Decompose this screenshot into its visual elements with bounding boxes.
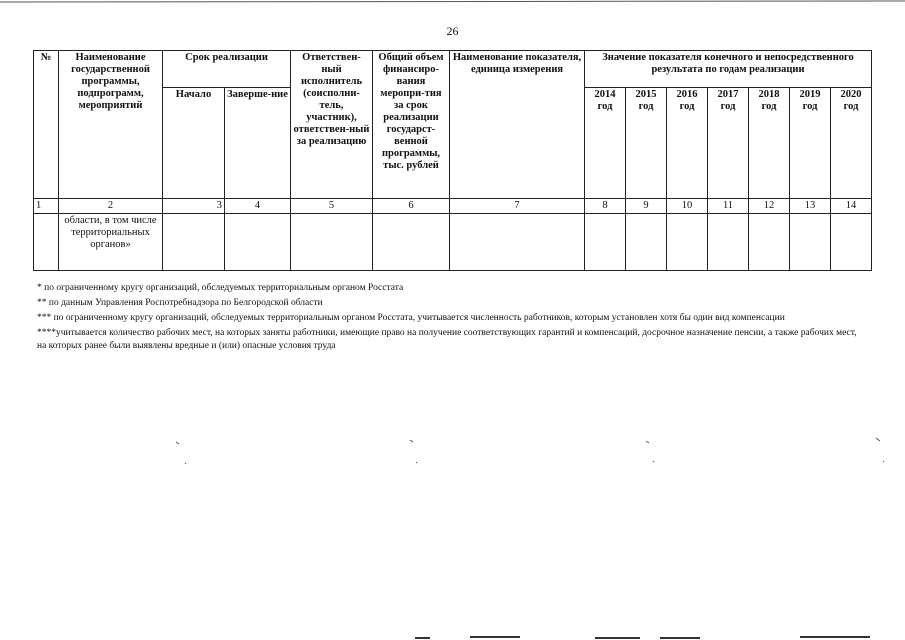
column-number-cell: 9 bbox=[626, 199, 667, 214]
header-year-2015: 2015 год bbox=[626, 88, 667, 199]
column-number-cell: 7 bbox=[450, 199, 585, 214]
header-indicator-name: Наименование показателя, единица измерения bbox=[450, 51, 585, 199]
table-cell bbox=[585, 214, 626, 271]
column-number-cell: 12 bbox=[749, 199, 790, 214]
scan-speck bbox=[416, 462, 417, 463]
column-number-cell: 1 bbox=[34, 199, 59, 214]
column-number-cell: 6 bbox=[373, 199, 450, 214]
footnote: *** по ограниченному кругу организаций, обследуемых территориальным органом Росстата, учитывается численность работников, которым установлен хотя бы один вид компенсации bbox=[37, 313, 785, 323]
table-cell bbox=[790, 214, 831, 271]
footnote: ****учитывается количество рабочих мест, на которых заняты работники, имеющие право на получение соответствующих гарантий и компенсаций, досрочное назначение пенсии, а также рабочих мест, на которых ранее были выявлены вредные и (или) опасные условия труда bbox=[37, 328, 857, 351]
table-cell bbox=[450, 214, 585, 271]
scan-speck bbox=[176, 442, 179, 444]
header-indicator-values: Значение показателя конечного и непосредственного результата по годам реализации bbox=[585, 51, 872, 88]
header-year-2017: 2017 год bbox=[708, 88, 749, 199]
scan-speck bbox=[883, 461, 884, 462]
table-cell bbox=[831, 214, 872, 271]
header-total-financing: Общий объем финансиро-вания меропри-тия за срок реализации государст-венной программы, тыс. рублей bbox=[373, 51, 450, 199]
column-number-cell: 14 bbox=[831, 199, 872, 214]
table-cell bbox=[749, 214, 790, 271]
column-number-cell: 10 bbox=[667, 199, 708, 214]
program-name-cell: области, в том числе территориальных органов» bbox=[59, 214, 163, 271]
scan-speck bbox=[185, 463, 186, 464]
table-cell bbox=[291, 214, 373, 271]
scan-edge-line bbox=[0, 1, 905, 2]
footnote: * по ограниченному кругу организаций, обследуемых территориальным органом Росстата bbox=[37, 283, 404, 293]
footnotes bbox=[37, 282, 867, 355]
table-cell bbox=[34, 214, 59, 271]
header-implementation-term: Срок реализации bbox=[163, 51, 291, 88]
header-start: Начало bbox=[163, 88, 225, 199]
scan-speck bbox=[653, 461, 654, 462]
header-year-2020: 2020 год bbox=[831, 88, 872, 199]
column-number-cell: 13 bbox=[790, 199, 831, 214]
table-cell bbox=[708, 214, 749, 271]
column-number-cell: 5 bbox=[291, 199, 373, 214]
column-number-cell: 11 bbox=[708, 199, 749, 214]
header-responsible-executor: Ответствен-ный исполнитель (соисполни-тель, участник), ответствен-ный за реализацию bbox=[291, 51, 373, 199]
header-program-name: Наименование государственной программы, подпрограмм, мероприятий bbox=[59, 51, 163, 199]
scan-speck bbox=[876, 438, 880, 441]
scan-speck bbox=[410, 440, 413, 442]
header-year-2019: 2019 год bbox=[790, 88, 831, 199]
table-cell bbox=[225, 214, 291, 271]
table-cell bbox=[163, 214, 225, 271]
program-indicators-table bbox=[33, 50, 872, 271]
column-number-cell: 3 bbox=[163, 199, 225, 214]
table-cell bbox=[373, 214, 450, 271]
table-cell bbox=[626, 214, 667, 271]
header-end: Заверше-ние bbox=[225, 88, 291, 199]
footnote: ** по данным Управления Роспотребнадзора по Белгородской области bbox=[37, 298, 323, 308]
scan-speck bbox=[646, 441, 649, 443]
header-year-2014: 2014 год bbox=[585, 88, 626, 199]
column-number-cell: 4 bbox=[225, 199, 291, 214]
header-year-2016: 2016 год bbox=[667, 88, 708, 199]
header-year-2018: 2018 год bbox=[749, 88, 790, 199]
column-number-cell: 8 bbox=[585, 199, 626, 214]
column-number-cell: 2 bbox=[59, 199, 163, 214]
page-number: 26 bbox=[446, 24, 459, 38]
table-cell bbox=[667, 214, 708, 271]
header-no: № bbox=[34, 51, 59, 199]
